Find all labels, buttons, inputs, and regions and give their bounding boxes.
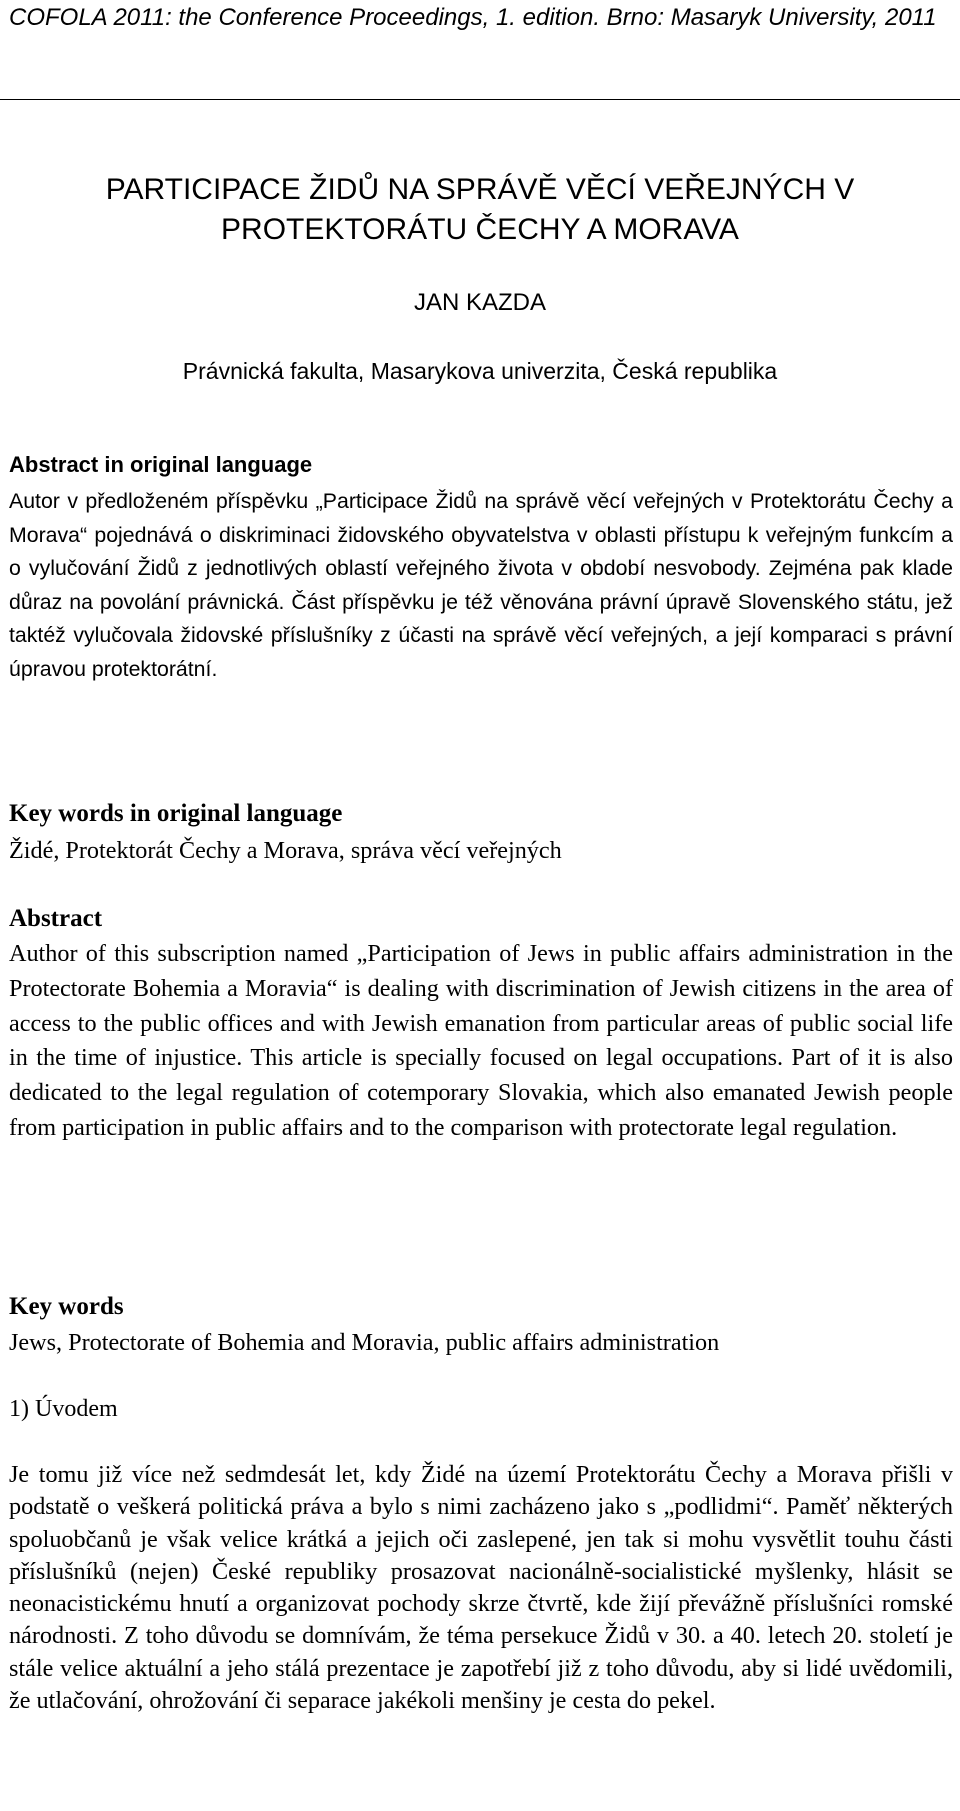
section-1-text: Je tomu již více než sedmdesát let, kdy Židé na území Protektorátu Čechy a Morava přišli v podstatě o veškerá politická práva a bylo s nimi zacházeno jako s „podlidmi“. Paměť některých spoluobčanů je však velice krátká a jejich oči zaslepené, jen tak si mohu vysvětlit touhu části příslušníků (nejen) České republiky prosazovat nacionálně-socialistické myšlenky, hlásit se neonacistickému hnutí a organizovat pochody skrze čtvrtě, kde žijí převážně příslušníci romské národnosti. Z toho důvodu se domnívám, že téma persekuce Židů v 30. a 40. letech 20. století je stále velice aktuální a jeho stálá prezentace je zapotřebí již z toho důvodu, aby si lidé uvědomili, že utlačování, ohrožování či separace jakékoli menšiny je cesta do pekel. [9, 1461, 953, 1715]
running-header: COFOLA 2011: the Conference Proceedings, 1. edition. Brno: Masaryk University, 2011 [9, 4, 937, 31]
keywords-en-text: Jews, Protectorate of Bohemia and Moravia, public affairs administration [9, 1329, 720, 1356]
paper-title-line-1: PARTICIPACE ŽIDŮ NA SPRÁVĚ VĚCÍ VEŘEJNÝCH V [105, 173, 855, 206]
paper-affiliation: Právnická fakulta, Masarykova univerzita, Česká republika [182, 358, 778, 384]
paper-author: JAN KAZDA [413, 289, 547, 316]
keywords-original-heading: Key words in original language [9, 800, 343, 827]
paper-title-line-2: PROTEKTORÁTU ČECHY A MORAVA [221, 213, 739, 246]
keywords-original-text: Židé, Protektorát Čechy a Morava, správa věcí veřejných [9, 837, 562, 864]
keywords-en-heading: Key words [9, 1293, 124, 1320]
header-divider [0, 99, 960, 100]
section-1-heading: 1) Úvodem [9, 1396, 118, 1422]
abstract-en-text: Author of this subscription named „Participation of Jews in public affairs administration in the Protectorate Bohemia a Moravia“ is dealing with discrimination of Jewish citizens in the area of access to the public offices and with Jewish emanation from particular areas of public social life in the time of injustice. This article is specially focused on legal occupations. Part of it is also dedicated to the legal regulation of cotemporary Slovakia, which also emanated Jewish people from participation in public affairs and to the comparison with protectorate legal regulation. [9, 940, 953, 1141]
abstract-original-heading: Abstract in original language [9, 452, 313, 477]
abstract-en-heading: Abstract [9, 905, 103, 932]
abstract-original-text: Autor v předloženém příspěvku „Participace Židů na správě věcí veřejných v Protektorátu Čechy a Morava“ pojednává o diskriminaci židovského obyvatelstva v oblasti přístupu k veřejným funkcím a o vylučování Židů z jednotlivých oblastí veřejného života v období nesvobody. Zejména pak klade důraz na povolání právnická. Část příspěvku je též věnována právní úpravě Slovenského státu, jež taktéž vylučovala židovské příslušníky z účasti na správě věcí veřejných, a její komparaci s právní úpravou protektorátní. [9, 489, 953, 681]
paper-title [0, 170, 960, 250]
